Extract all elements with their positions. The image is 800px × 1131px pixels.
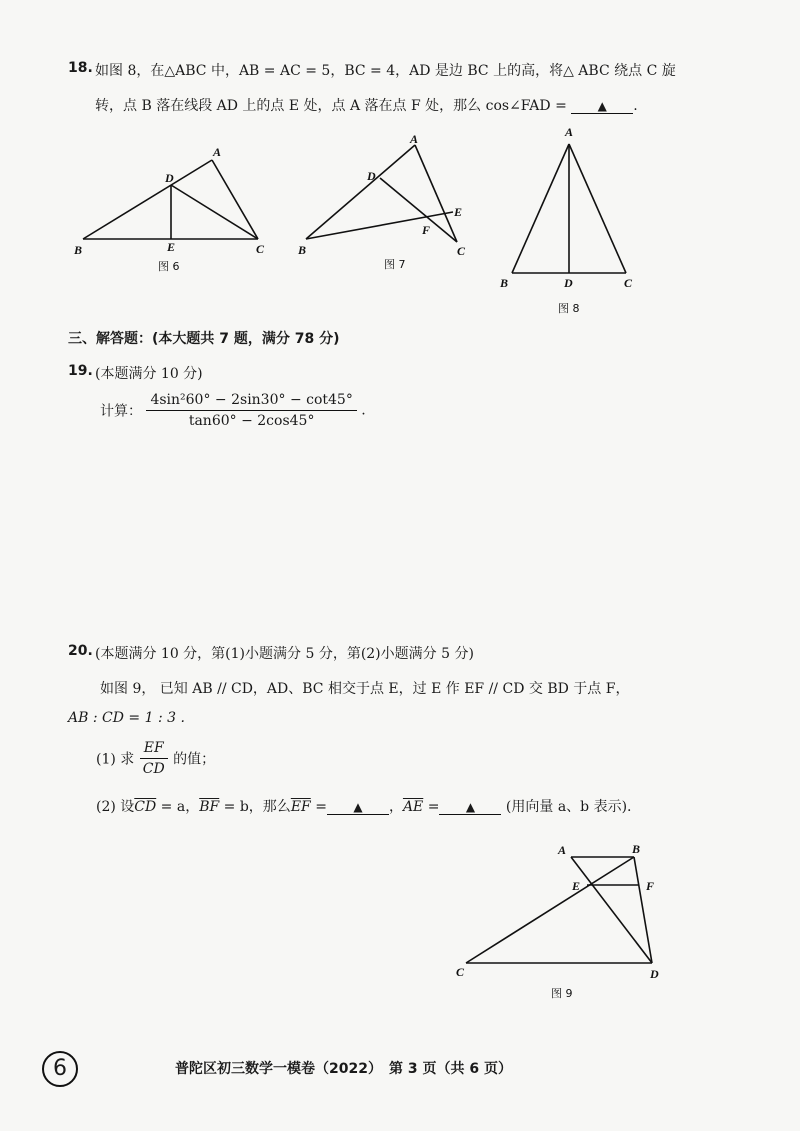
fig9-label-e: E <box>572 879 581 893</box>
fig7-label-e: E <box>454 205 463 219</box>
fig9-label-c: C <box>456 965 465 979</box>
q18-number: 18. <box>68 60 93 76</box>
figure-9 <box>450 838 680 1008</box>
figure-7 <box>290 130 480 270</box>
fig9-label-f: F <box>646 879 655 893</box>
fig6-label-a: A <box>213 145 222 159</box>
fig8-label-b: B <box>500 276 509 290</box>
fig6-caption: 图 6 <box>158 260 180 273</box>
q19-number: 19. <box>68 363 93 379</box>
page-number-circle: 6 <box>42 1051 78 1087</box>
section-3-heading: 三、解答题：(本大题共 7 题，满分 78 分) <box>68 331 340 347</box>
vector-ae: $\overline{AE}$ <box>402 799 424 815</box>
fig9-caption: 图 9 <box>551 987 573 1000</box>
q20-eq2: = <box>423 799 440 815</box>
q20-line2: AB : CD = 1 : 3 . <box>68 710 185 726</box>
q20-part1-suffix: 的值； <box>173 751 216 768</box>
q19-expression <box>100 392 366 429</box>
q19-numerator: 4sin²60° − 2sin30° − cot45° <box>146 392 356 411</box>
q19-prompt: 计算： <box>100 403 142 420</box>
q19-end: . <box>361 402 366 419</box>
fig6-label-b: B <box>74 243 83 257</box>
fig7-label-a: A <box>410 132 419 146</box>
q19-denominator: tan60° − 2cos45° <box>188 413 315 429</box>
fig9-label-a: A <box>558 843 567 857</box>
fig9-label-b: B <box>632 842 641 856</box>
q20-part1-prefix: (1) 求 <box>96 751 135 768</box>
q20-part1-num: EF <box>140 740 168 759</box>
fig6-label-e: E <box>167 240 176 254</box>
q20-part1-fraction <box>139 740 169 777</box>
vector-bf: $\overline{BF}$ <box>199 799 220 815</box>
fig7-label-b: B <box>298 243 307 257</box>
vector-ef: $\overline{EF}$ <box>290 799 311 815</box>
q18-line2-end: . <box>633 98 638 114</box>
q20-eq-b: = b，那么 <box>219 799 291 815</box>
fig7-caption: 图 7 <box>384 258 406 270</box>
q18-text-line2 <box>95 95 638 115</box>
fig9-label-d: D <box>650 967 659 981</box>
vector-cd: $\overline{CD}$ <box>134 799 157 815</box>
figure-8 <box>490 120 650 320</box>
q19-fraction <box>146 392 356 429</box>
q20-answer-blank-ef[interactable]: ▲ <box>327 800 389 815</box>
fig7-label-d: D <box>367 169 376 183</box>
q20-part2-prefix: (2) 设 <box>96 799 135 815</box>
figure-6 <box>70 140 280 275</box>
q18-answer-blank[interactable]: ▲ <box>571 99 633 114</box>
fig6-label-d: D <box>165 171 174 185</box>
q20-header: (本题满分 10 分，第(1)小题满分 5 分，第(2)小题满分 5 分) <box>95 646 474 662</box>
q20-eq-a: = a， <box>156 799 200 815</box>
q19-header: (本题满分 10 分) <box>95 366 203 382</box>
fig8-caption: 图 8 <box>558 302 580 315</box>
q20-part2 <box>96 796 632 816</box>
q18-line2-text: 转，点 B 落在线段 AD 上的点 E 处，点 A 落在点 F 处，那么 cos∠FAD = <box>95 98 567 114</box>
q20-part1 <box>96 740 215 777</box>
q20-part2-suffix: (用向量 a、b 表示). <box>505 799 632 815</box>
fig8-label-d: D <box>564 276 573 290</box>
q20-number: 20. <box>68 643 93 659</box>
fig6-label-c: C <box>256 242 265 256</box>
footer-text: 普陀区初三数学一模卷（2022） 第 3 页（共 6 页） <box>175 1061 512 1077</box>
fig7-label-c: C <box>457 244 466 258</box>
q20-sep: ， <box>388 799 403 815</box>
q20-answer-blank-ae[interactable]: ▲ <box>439 800 501 815</box>
q18-text-line1: 如图 8，在△ABC 中，AB = AC = 5，BC = 4，AD 是边 BC 上的高，将△ ABC 绕点 C 旋 <box>95 63 676 79</box>
fig7-label-f: F <box>422 223 431 237</box>
q20-part1-den: CD <box>142 761 165 777</box>
q20-eq1: = <box>310 799 327 815</box>
fig8-label-a: A <box>565 125 574 139</box>
q20-line1: 如图 9， 已知 AB // CD，AD、BC 相交于点 E，过 E 作 EF // CD 交 BD 于点 F， <box>100 681 630 697</box>
fig8-label-c: C <box>624 276 633 290</box>
